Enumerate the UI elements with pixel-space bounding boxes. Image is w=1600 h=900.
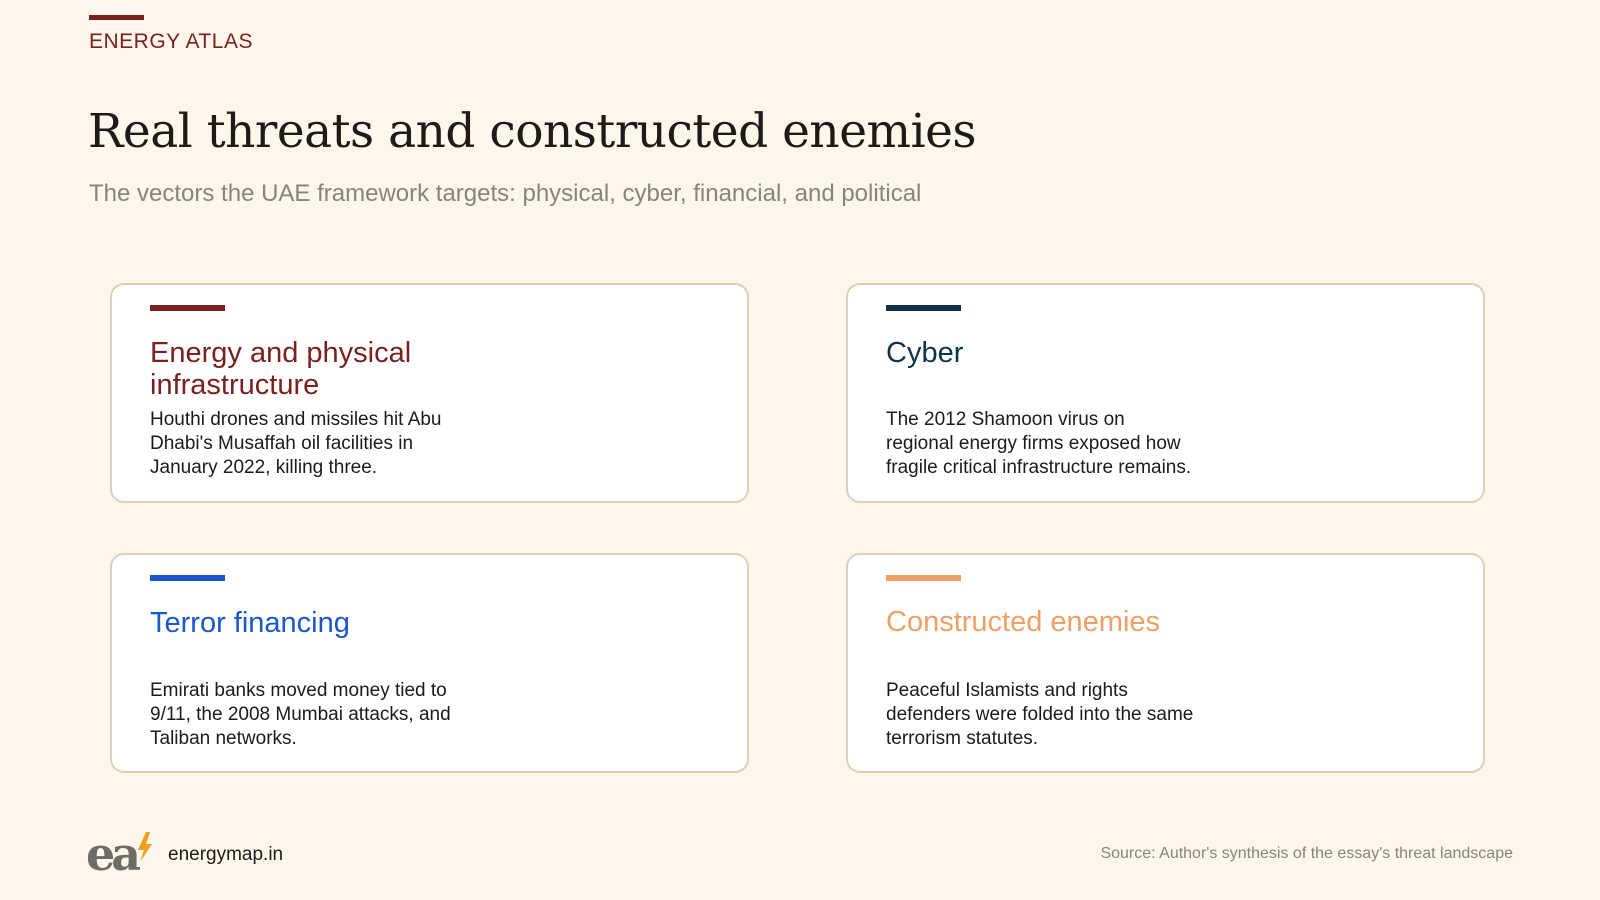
card-body: Houthi drones and missiles hit Abu Dhabi's Musaffah oil facilities in January 2022, killing three. xyxy=(150,409,442,478)
source-note: Source: Author's synthesis of the essay's threat landscape xyxy=(1100,845,1513,862)
card-heading: Cyber xyxy=(886,337,964,369)
brand-accent-bar xyxy=(89,15,144,20)
card-constructed-enemies xyxy=(846,553,1485,773)
card-accent-bar xyxy=(886,575,961,581)
lightning-icon xyxy=(138,832,152,862)
card-heading: Terror financing xyxy=(150,607,350,639)
card-energy-physical xyxy=(110,283,749,503)
page-subtitle: The vectors the UAE framework targets: physical, cyber, financial, and political xyxy=(89,180,922,207)
svg-text:ea: ea xyxy=(86,830,138,876)
card-heading: Energy and physical infrastructure xyxy=(150,337,412,401)
card-accent-bar xyxy=(150,305,225,311)
site-url: energymap.in xyxy=(168,844,284,865)
card-accent-bar xyxy=(886,305,961,311)
card-cyber xyxy=(846,283,1485,503)
card-body: Peaceful Islamists and rights defenders were folded into the same terrorism statutes. xyxy=(886,680,1194,749)
card-heading: Constructed enemies xyxy=(886,606,1161,638)
card-body: Emirati banks moved money tied to 9/11, the 2008 Mumbai attacks, and Taliban networks. xyxy=(150,680,451,749)
brand-label: ENERGY ATLAS xyxy=(89,30,253,53)
card-body: The 2012 Shamoon virus on regional energy firms exposed how fragile critical infrastructure remains. xyxy=(886,409,1192,478)
card-terror-financing xyxy=(110,553,749,773)
energymap-logo-icon xyxy=(86,830,154,876)
page-title: Real threats and constructed enemies xyxy=(88,104,977,159)
card-accent-bar xyxy=(150,575,225,581)
